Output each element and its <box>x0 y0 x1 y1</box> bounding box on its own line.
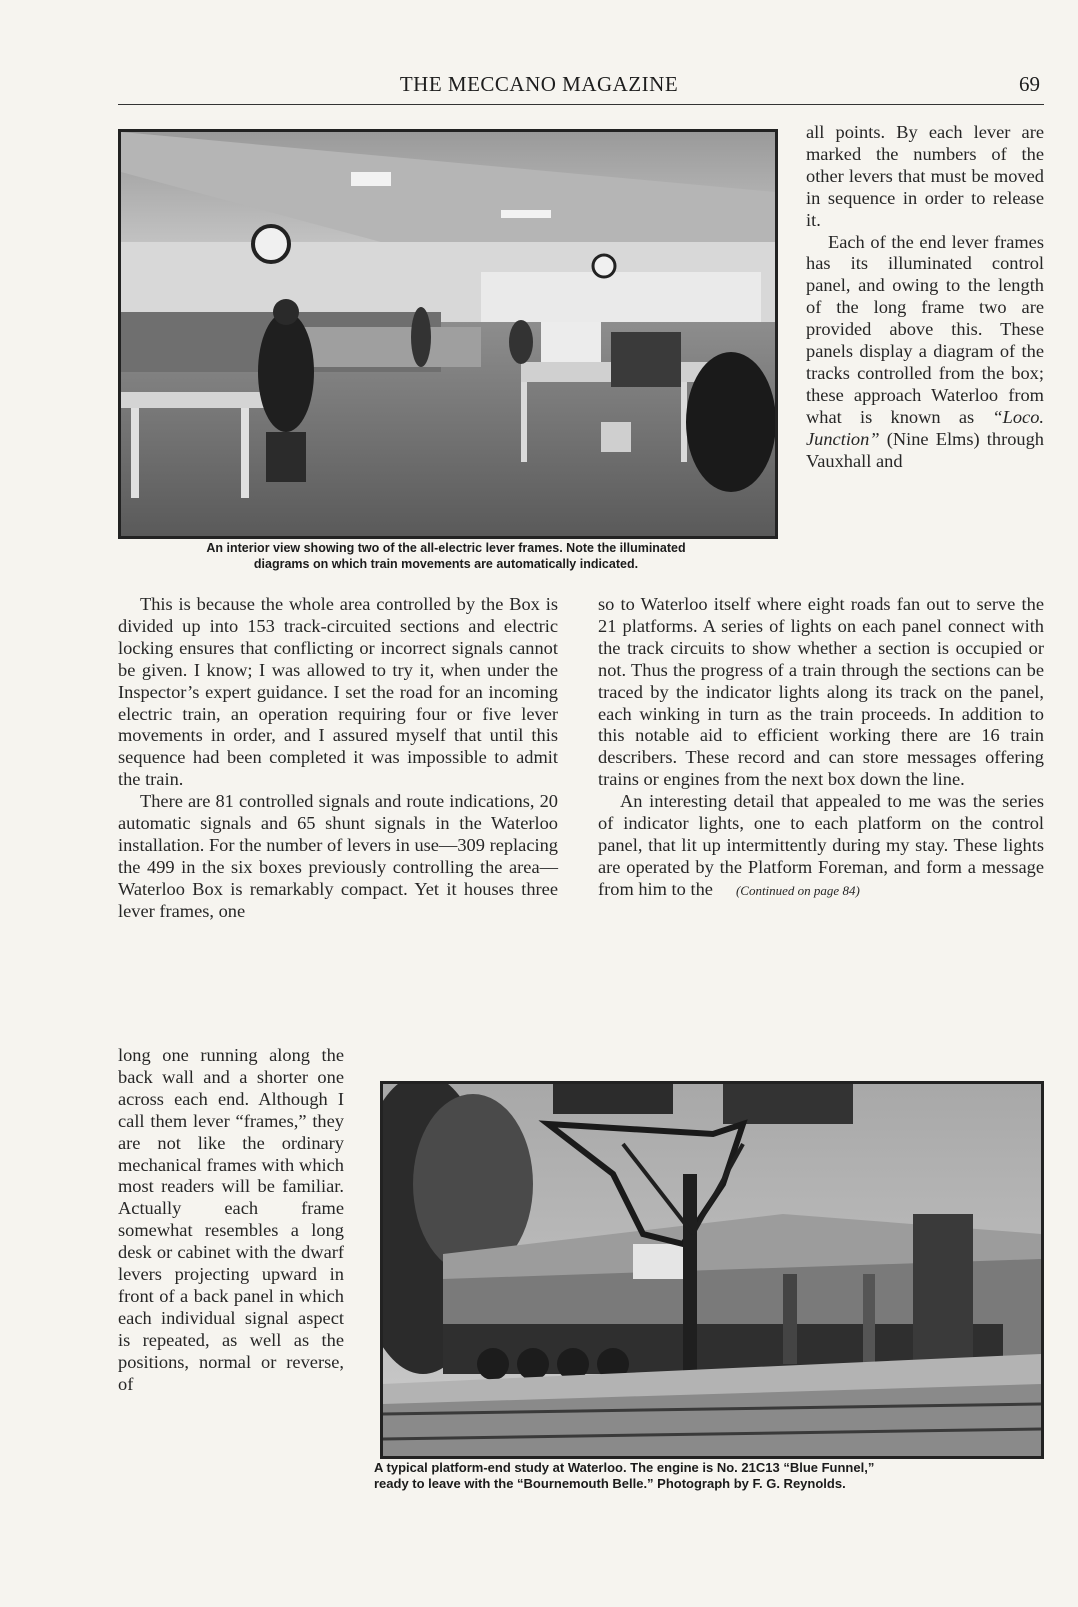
platform-end-photo <box>380 1081 1044 1459</box>
left-paragraph-1: This is because the whole area controlled by the Box is divided up into 153 track-circuited sections and electric locking ensures that conflicting or incorrect signals cannot be given. I know; I was allowed to try it, when under the Inspector’s expert guidance. I set the road for an incoming electric train, an operation requiring four or five lever movements in order, and I assured myself that until this sequence had been completed it was impossible to admit the train. <box>118 594 558 790</box>
bottom-photo-caption <box>374 1460 1046 1492</box>
left-paragraph-2: There are 81 controlled signals and route indications, 20 automatic signals and 65 shunt signals in the Waterloo installation. For the number of levers in use—309 replacing the 499 in the six boxes previously controlling the area—Waterloo Box is remarkably compact. Yet it houses three lever frames, one <box>118 791 558 921</box>
magazine-title: THE MECCANO MAGAZINE <box>399 72 679 96</box>
right-top-paragraph-2 <box>806 232 1044 473</box>
continued-on-page-link[interactable]: (Continued on page 84) <box>735 882 860 898</box>
bottom-caption-line-1: A typical platform-end study at Waterloo. The engine is No. 21C13 “Blue Funnel,” <box>374 1460 875 1475</box>
page-number: 69 <box>1019 72 1040 96</box>
right-column <box>598 594 1044 902</box>
right-p2-text: An interesting detail that appealed to me was the series of indicator lights, one to each platform on the control panel, that lit up intermittently during my stay. These lights are operated by the Platform Foreman, and form a message from him to the <box>598 791 1044 899</box>
right-paragraph-2 <box>598 791 1044 902</box>
left-column <box>118 594 558 923</box>
left-narrow-column <box>118 1045 344 1396</box>
top-caption-line-1: An interior view showing two of the all-electric lever frames. Note the illuminated <box>206 541 686 555</box>
top-photo-caption <box>118 540 774 572</box>
header-rule <box>118 104 1044 105</box>
platform-illustration <box>383 1084 1041 1456</box>
left-narrow-text: long one running along the back wall and a shorter one across each end. Although I call them lever “frames,” they are not like the ordinary mechanical frames with which most readers will be familiar. Actually each frame somewhat resembles a long desk or cabinet with the dwarf levers projecting upward in front of a back panel in which each individual signal aspect is repeated, as well as the positions, normal or reverse, of <box>118 1045 344 1394</box>
bottom-caption-line-2: ready to leave with the “Bournemouth Belle.” Photograph by F. G. Reynolds. <box>374 1476 846 1491</box>
right-top-p2-end: (Nine Elms) through Vauxhall and <box>806 428 1044 471</box>
interior-illustration <box>121 132 775 536</box>
signal-box-interior-photo <box>118 129 778 539</box>
top-caption-line-2: diagrams on which train movements are automatically indicated. <box>253 557 639 571</box>
right-paragraph-1: so to Waterloo itself where eight roads fan out to serve the 21 platforms. A series of lights on each panel connect with the track circuits to show whether a section is occupied or not. Thus the progress of a train through the sections can be traced by the indicator lights along its track on the panel, each winking in turn as the train proceeds. In addition to this notable aid to efficient working there are 16 train describers. These record and can store messages offering trains or engines from the next box down the line. <box>598 594 1044 790</box>
continued-note-wrap <box>718 879 860 899</box>
right-top-paragraph-1: all points. By each lever are marked the numbers of the other levers that must be moved in sequence in order to release it. <box>806 122 1044 230</box>
loco-junction-italic: “Loco. Junction” <box>806 406 1044 449</box>
right-top-column <box>806 122 1044 473</box>
right-top-p2-text: Each of the end lever frames has its illuminated control panel, and owing to the length of the long frame two are provided above this. These panels display a diagram of the tracks controlled from the box; these approach Waterloo from what is known as <box>806 231 1044 427</box>
